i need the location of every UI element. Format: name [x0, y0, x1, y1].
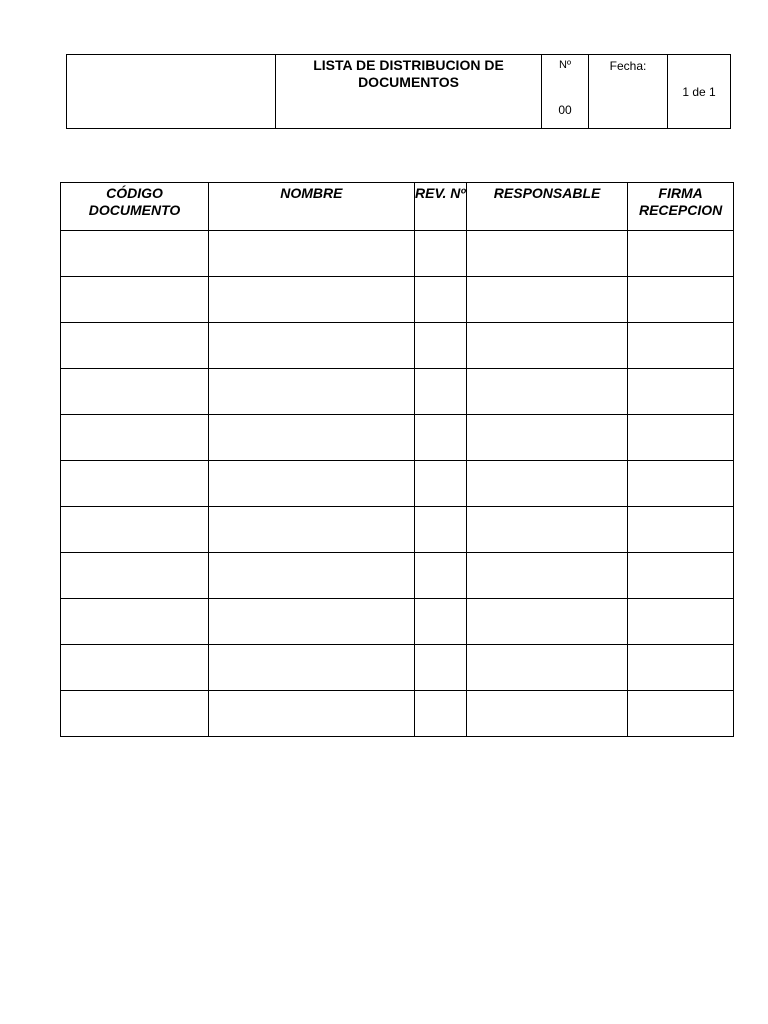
- cell-rev[interactable]: [414, 323, 466, 369]
- cell-name[interactable]: [209, 461, 415, 507]
- cell-code[interactable]: [61, 231, 209, 277]
- cell-signature[interactable]: [628, 415, 734, 461]
- cell-rev[interactable]: [414, 277, 466, 323]
- cell-responsible[interactable]: [466, 415, 627, 461]
- cell-code[interactable]: [61, 599, 209, 645]
- cell-name[interactable]: [209, 507, 415, 553]
- cell-name[interactable]: [209, 691, 415, 737]
- table-row: [61, 645, 734, 691]
- number-label: Nº: [559, 59, 571, 71]
- cell-rev[interactable]: [414, 369, 466, 415]
- cell-rev[interactable]: [414, 415, 466, 461]
- cell-name[interactable]: [209, 553, 415, 599]
- column-header-signature: FIRMA RECEPCION: [628, 183, 734, 231]
- cell-code[interactable]: [61, 415, 209, 461]
- column-header-rev: REV. Nº: [414, 183, 466, 231]
- cell-rev[interactable]: [414, 691, 466, 737]
- cell-responsible[interactable]: [466, 323, 627, 369]
- cell-code[interactable]: [61, 507, 209, 553]
- cell-code[interactable]: [61, 691, 209, 737]
- cell-name[interactable]: [209, 231, 415, 277]
- table-row: [61, 369, 734, 415]
- cell-signature[interactable]: [628, 645, 734, 691]
- cell-rev[interactable]: [414, 599, 466, 645]
- column-header-responsible: RESPONSABLE: [466, 183, 627, 231]
- cell-name[interactable]: [209, 645, 415, 691]
- page-indicator: 1 de 1: [668, 55, 731, 129]
- table-row: [61, 553, 734, 599]
- cell-signature[interactable]: [628, 553, 734, 599]
- table-row: [61, 599, 734, 645]
- table-row: [61, 277, 734, 323]
- number-value: 00: [558, 103, 572, 117]
- column-header-name: NOMBRE: [209, 183, 415, 231]
- logo-area: [67, 55, 276, 129]
- date-label: Fecha:: [589, 55, 668, 129]
- table-row: [61, 415, 734, 461]
- table-body: [61, 231, 734, 737]
- cell-responsible[interactable]: [466, 507, 627, 553]
- table-row: [61, 461, 734, 507]
- cell-rev[interactable]: [414, 231, 466, 277]
- cell-responsible[interactable]: [466, 461, 627, 507]
- cell-signature[interactable]: [628, 507, 734, 553]
- cell-code[interactable]: [61, 553, 209, 599]
- cell-code[interactable]: [61, 323, 209, 369]
- document-title: LISTA DE DISTRIBUCION DE DOCUMENTOS: [276, 55, 542, 129]
- cell-name[interactable]: [209, 277, 415, 323]
- distribution-table: [60, 182, 734, 737]
- document-header: [66, 54, 731, 129]
- cell-signature[interactable]: [628, 369, 734, 415]
- cell-responsible[interactable]: [466, 369, 627, 415]
- cell-signature[interactable]: [628, 599, 734, 645]
- cell-responsible[interactable]: [466, 553, 627, 599]
- cell-name[interactable]: [209, 415, 415, 461]
- cell-signature[interactable]: [628, 323, 734, 369]
- table-row: [61, 323, 734, 369]
- cell-name[interactable]: [209, 323, 415, 369]
- cell-signature[interactable]: [628, 277, 734, 323]
- cell-code[interactable]: [61, 277, 209, 323]
- table-row: [61, 507, 734, 553]
- cell-code[interactable]: [61, 645, 209, 691]
- cell-responsible[interactable]: [466, 231, 627, 277]
- table-header-row: [61, 183, 734, 231]
- cell-rev[interactable]: [414, 645, 466, 691]
- cell-code[interactable]: [61, 369, 209, 415]
- cell-responsible[interactable]: [466, 691, 627, 737]
- cell-responsible[interactable]: [466, 645, 627, 691]
- cell-rev[interactable]: [414, 553, 466, 599]
- number-cell: [542, 55, 589, 129]
- table-row: [61, 231, 734, 277]
- cell-responsible[interactable]: [466, 599, 627, 645]
- cell-rev[interactable]: [414, 461, 466, 507]
- cell-rev[interactable]: [414, 507, 466, 553]
- cell-code[interactable]: [61, 461, 209, 507]
- cell-signature[interactable]: [628, 461, 734, 507]
- table-row: [61, 691, 734, 737]
- cell-signature[interactable]: [628, 691, 734, 737]
- column-header-code: CÓDIGO DOCUMENTO: [61, 183, 209, 231]
- cell-signature[interactable]: [628, 231, 734, 277]
- cell-name[interactable]: [209, 599, 415, 645]
- cell-responsible[interactable]: [466, 277, 627, 323]
- cell-name[interactable]: [209, 369, 415, 415]
